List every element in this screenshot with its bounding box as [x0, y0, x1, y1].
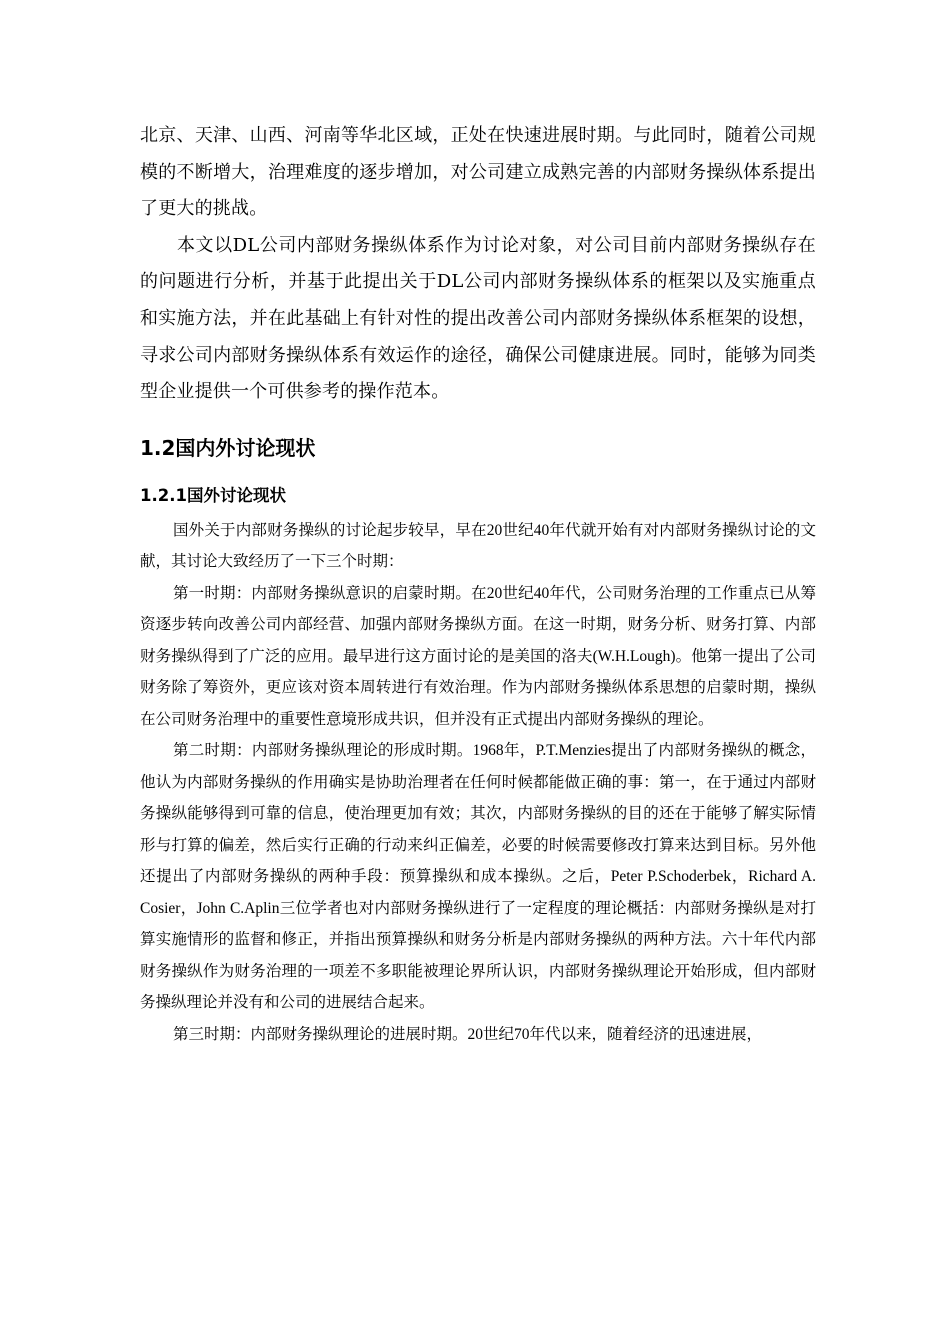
intro-paragraph-purpose: 本文以DL公司内部财务操纵体系作为讨论对象，对公司目前内部财务操纵存在的问题进行分析，并基于此提出关于DL公司内部财务操纵体系的框架以及实施重点和实施方法，并在此基础上有针对性的提出改善公司内部财务操纵体系框架的设想，寻求公司内部财务操纵体系有效运作的途径，确保公司健康进展。同时，能够为同类型企业提供一个可供参考的操作范本。	[140, 234, 816, 403]
document-page	[140, 118, 816, 1050]
section-heading: 1.2国内外讨论现状	[140, 435, 316, 460]
body-paragraph: 第一时期：内部财务操纵意识的启蒙时期。在20世纪40年代，公司财务治理的工作重点已从筹资逐步转向改善公司内部经营、加强内部财务操纵方面。在这一时期，财务分析、财务打算、内部财务操纵得到了广泛的应用。最早进行这方面讨论的是美国的洛夫(W.H.Lough)。他第一提出了公司财务除了筹资外，更应该对资本周转进行有效治理。作为内部财务操纵体系思想的启蒙时期，操纵在公司财务治理中的重要性意境形成共识，但并没有正式提出内部财务操纵的理论。	[140, 584, 816, 728]
body-paragraph: 国外关于内部财务操纵的讨论起步较早，早在20世纪40年代就开始有对内部财务操纵讨论的文献，其讨论大致经历了一下三个时期：	[140, 521, 816, 571]
subsection-heading: 1.2.1国外讨论现状	[140, 485, 286, 505]
body-paragraph: 第二时期：内部财务操纵理论的形成时期。1968年，P.T.Menzies提出了内部财务操纵的概念，他认为内部财务操纵的作用确实是协助治理者在任何时候都能做正确的事：第一，在于通过内部财务操纵能够得到可靠的信息，使治理更加有效；其次，内部财务操纵的目的还在于能够了解实际情形与打算的偏差，然后实行正确的行动来纠正偏差，必要的时候需要修改打算来达到目标。另外他还提出了内部财务操纵的两种手段：预算操纵和成本操纵。之后，Peter P.Schoderbek，Richard A. Cosier，John C.Aplin三位学者也对内部财务操纵进行了一定程度的理论概括：内部财务操纵是对打算实施情形的监督和修正，并指出预算操纵和财务分析是内部财务操纵的两种方法。六十年代内部财务操纵作为财务治理的一项差不多职能被理论界所认识，内部财务操纵理论开始形成，但内部财务操纵理论并没有和公司的进展结合起来。	[140, 742, 816, 1012]
body-paragraph: 第三时期：内部财务操纵理论的进展时期。20世纪70年代以来，随着经济的迅速进展，	[173, 1025, 763, 1043]
intro-paragraph-continued: 北京、天津、山西、河南等华北区域，正处在快速进展时期。与此同时，随着公司规模的不断增大，治理难度的逐步增加，对公司建立成熟完善的内部财务操纵体系提出了更大的挑战。	[140, 125, 816, 220]
